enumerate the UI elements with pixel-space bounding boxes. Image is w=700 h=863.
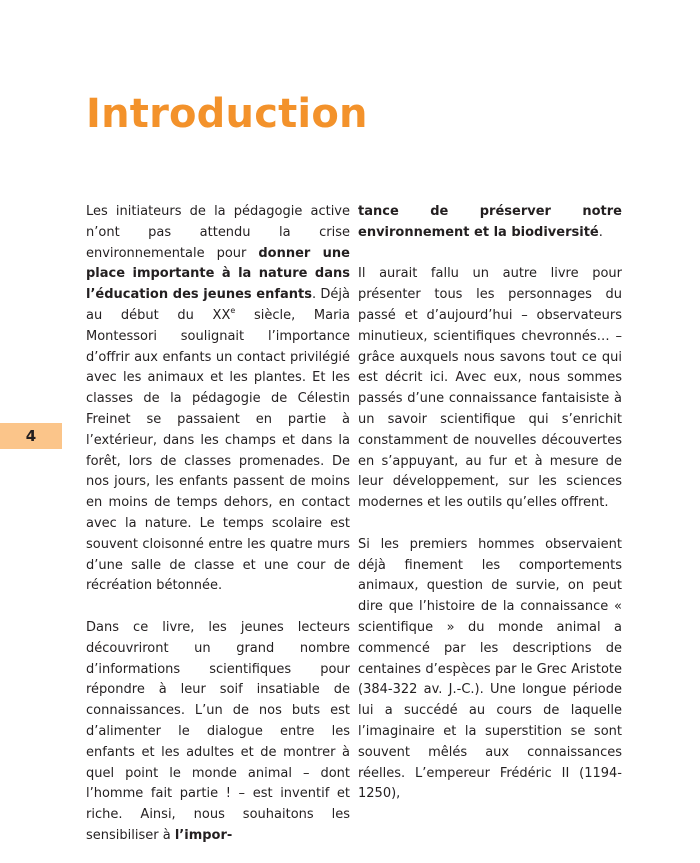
bold-text: donner une place importante à la nature dans l’éducation des jeunes enfants xyxy=(86,245,350,303)
text-column-right xyxy=(358,202,622,805)
bold-text: l’impor- xyxy=(174,827,233,843)
page-number: 4 xyxy=(25,427,37,445)
paragraph: Il aurait fallu un autre livre pour présenter tous les personnages du passé et d’aujourd’hui – observateurs minutieux, scientifiques chevronnés… – grâce auxquels nous savons tout ce qui est décrit ici. Avec eux, nous sommes passés d’une connaissance fantaisiste à un savoir scientifique qui s’enrichit constamment de nouvelles découvertes en s’appuyant, au fur et à mesure de leur développement, sur les sciences modernes et les outils qu’elles offrent. xyxy=(358,266,622,511)
text-run: . Déjà au début du XX xyxy=(86,287,350,323)
text-run: siècle, Maria Montessori soulignait l’importance d’offrir aux enfants un contact privilégié avec les animaux et les plantes. Et les classes de la pédagogie de Célestin Freinet se passaient en partie à l’extérieur, dans les champs et dans la forêt, lors de classes promenades. De nos jours, les enfants passent de moins en moins de temps dehors, en contact avec la nature. Le temps scolaire est souvent cloisonné entre les quatre murs d’une salle de classe et une cour de récréation bétonnée. xyxy=(86,307,350,594)
text-run: . xyxy=(598,224,603,240)
paragraph xyxy=(86,202,350,597)
text-run: Dans ce livre, les jeunes lecteurs découvriront un grand nombre d’informations scientifiques pour répondre à leur soif insatiable de connaissances. L’un de nos buts est d’alimenter le dialogue entre les enfants et les adultes et de montrer à quel point le monde animal – dont l’homme fait partie ! – est inventif et riche. Ainsi, nous souhaitons les sensibiliser à xyxy=(86,619,350,843)
text-column-left xyxy=(86,202,350,847)
superscript: e xyxy=(230,305,236,315)
bold-text: tance de préserver notre environnement et la biodiversité xyxy=(358,204,622,240)
page-title: Introduction xyxy=(86,91,368,137)
paragraph xyxy=(358,202,622,244)
paragraph: Si les premiers hommes observaient déjà finement les comportements animaux, question de survie, on peut dire que l’histoire de la connaissance « scientifique » du monde animal a commencé par les descriptions de centaines d’espèces par le Grec Aristote (384-322 av. J.-C.). Une longue période lui a succédé au cours de laquelle l’imaginaire et la superstition se sont souvent mêlés aux connaissances réelles. L’empereur Frédéric II (1194-1250), xyxy=(358,536,622,802)
page-number-tab xyxy=(0,423,62,449)
text-run: Les initiateurs de la pédagogie active n’ont pas attendu la crise environnementale pour xyxy=(86,204,350,261)
paragraph xyxy=(86,618,350,847)
